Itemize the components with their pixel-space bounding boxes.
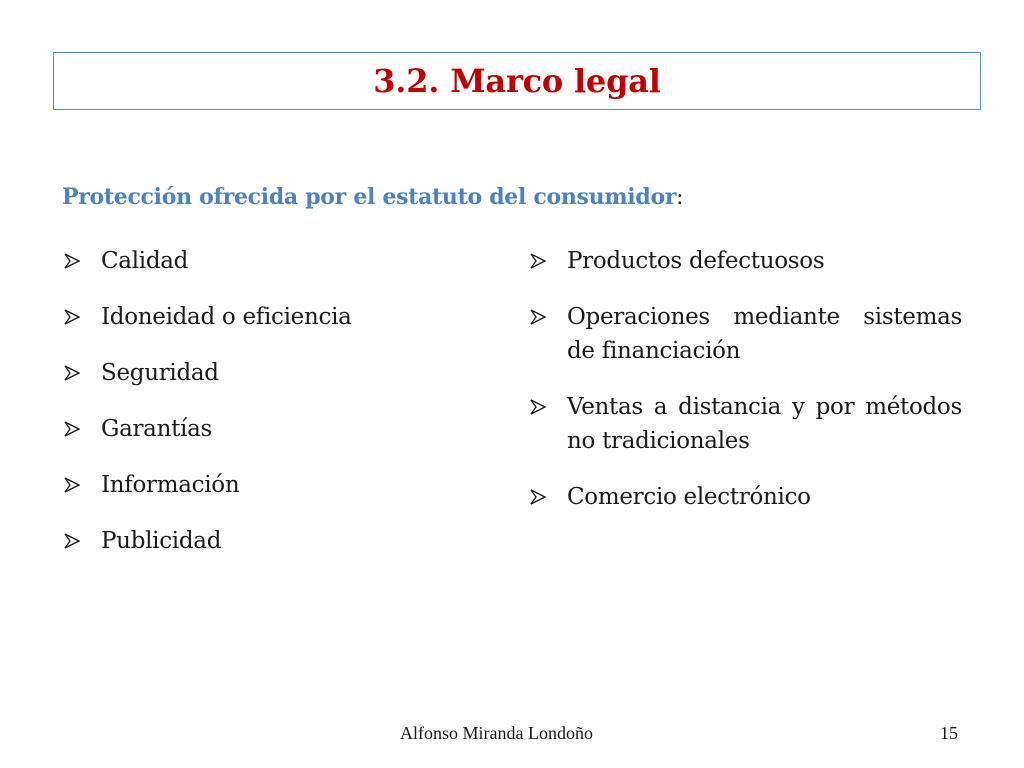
subtitle-colon: : <box>676 185 684 210</box>
list-item-text: Ventas a distancia y por métodos no tradicionales <box>567 394 962 454</box>
list-item <box>64 300 464 334</box>
arrowhead-bullet-icon <box>64 468 101 502</box>
subtitle-text: Protección ofrecida por el estatuto del consumidor <box>62 184 677 210</box>
slide-title: 3.2. Marco legal <box>373 62 661 100</box>
arrowhead-bullet-icon <box>64 524 101 558</box>
arrowhead-bullet-icon <box>64 244 101 278</box>
arrowhead-bullet-icon <box>64 300 101 334</box>
list-item <box>530 390 962 458</box>
list-item-text: Garantías <box>101 416 213 442</box>
arrowhead-bullet-icon <box>64 356 101 390</box>
arrowhead-bullet-icon <box>530 480 567 514</box>
slide-subtitle <box>62 184 683 210</box>
title-box <box>53 52 981 110</box>
arrowhead-bullet-icon <box>530 300 567 334</box>
list-item-text: Seguridad <box>101 360 219 386</box>
list-item-text: Comercio electrónico <box>567 484 811 510</box>
list-item <box>64 468 464 502</box>
list-item <box>64 244 464 278</box>
list-item <box>64 412 464 446</box>
list-item <box>64 524 464 558</box>
arrowhead-bullet-icon <box>530 390 567 424</box>
list-item-text: Productos defectuosos <box>567 248 825 274</box>
page-number: 15 <box>940 723 958 743</box>
right-bullet-list <box>530 244 962 536</box>
list-item-text: Calidad <box>101 248 189 274</box>
list-item <box>530 300 962 368</box>
arrowhead-bullet-icon <box>530 244 567 278</box>
list-item <box>530 480 962 514</box>
list-item-text: Información <box>101 472 240 498</box>
arrowhead-bullet-icon <box>64 412 101 446</box>
list-item <box>530 244 962 278</box>
list-item-text: Idoneidad o eficiencia <box>101 304 352 330</box>
list-item <box>64 356 464 390</box>
list-item-text: Publicidad <box>101 528 222 554</box>
left-bullet-list <box>64 244 464 580</box>
list-item-text: Operaciones mediante sistemas de financiación <box>567 304 962 364</box>
footer-author: Alfonso Miranda Londoño <box>400 723 593 743</box>
